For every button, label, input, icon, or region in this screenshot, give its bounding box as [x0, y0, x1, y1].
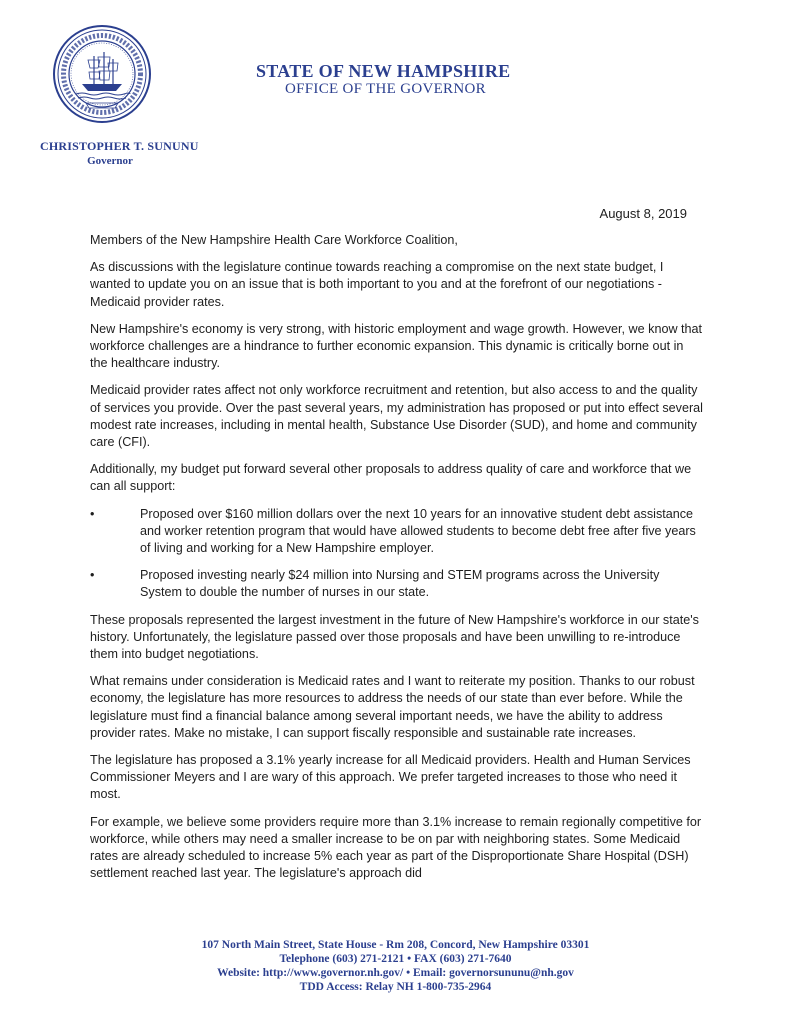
letter-body [90, 232, 704, 893]
list-item [90, 506, 704, 558]
paragraph: Medicaid provider rates affect not only workforce recruitment and retention, but also access to and the quality of services you provide. Over the past several years, my administration has proposed or put into effect several modest rate increases, including in mental health, Substance Use Disorder (SUD), and home and community care (CFI). [90, 383, 703, 450]
paragraph: For example, we believe some providers require more than 3.1% increase to remain regionally competitive for workforce, while others may need a smaller increase to be on par with neighboring states. Some Medicaid rates are already scheduled to increase 5% each year as part of the Disproportionate Share Hospital (DSH) settlement reached last year. The legislature's approach did [90, 814, 702, 881]
paragraph: As discussions with the legislature continue towards reaching a compromise on the next state budget, I wanted to update you on an issue that is both important to you and at the forefront of our negotiations - Medicaid provider rates. [90, 260, 664, 309]
footer-web: Website: http://www.governor.nh.gov/ • Email: governorsununu@nh.gov [217, 967, 574, 979]
paragraph: These proposals represented the largest investment in the future of New Hampshire's workforce in our state's history. Unfortunately, the legislature passed over those proposals and have been unwilling to re-introduce them into budget negotiations. [90, 612, 699, 662]
paragraph: Additionally, my budget put forward several other proposals to address quality of care and workforce that we can all support: [90, 462, 692, 494]
salutation: Members of the New Hampshire Health Care Workforce Coalition, [90, 233, 458, 247]
footer-tdd: TDD Access: Relay NH 1-800-735-2964 [299, 981, 492, 993]
state-seal-icon [52, 24, 152, 124]
list-item-text: Proposed investing nearly $24 million into Nursing and STEM programs across the University System to double the number of nurses in our state. [140, 568, 660, 600]
governor-title: Governor [87, 155, 133, 167]
paragraph: What remains under consideration is Medicaid rates and I want to reiterate my position. Thanks to our robust economy, the legislature has more resources to address the needs of our state than ever before. While the legislature must find a financial balance among several important needs, we have the ability to address provider rates. Make no mistake, I can support fiscally responsible and sustainable rate increases. [90, 674, 695, 740]
bullet-icon: • [90, 568, 95, 583]
state-title: STATE OF NEW HAMPSHIRE [256, 61, 511, 81]
office-title: OFFICE OF THE GOVERNOR [285, 81, 486, 97]
footer-address: 107 North Main Street, State House - Rm 208, Concord, New Hampshire 03301 [201, 939, 590, 951]
bullet-icon: • [90, 506, 95, 521]
paragraph: New Hampshire's economy is very strong, with historic employment and wage growth. However, we know that workforce challenges are a hindrance to further economic expansion. This dynamic is critically borne out in the healthcare industry. [90, 321, 703, 371]
list-item [90, 567, 704, 601]
footer-phones: Telephone (603) 271-2121 • FAX (603) 271-7640 [279, 953, 512, 965]
governor-name: CHRISTOPHER T. SUNUNU [40, 139, 199, 153]
paragraph: The legislature has proposed a 3.1% yearly increase for all Medicaid providers. Health and Human Services Commissioner Meyers and I are wary of this approach. We prefer targeted increases to those who need it most. [90, 753, 691, 802]
letterhead-footer [0, 938, 791, 994]
letter-date: August 8, 2019 [599, 206, 687, 221]
list-item-text: Proposed over $160 million dollars over the next 10 years for an innovative student debt assistance and worker retention program that would have allowed students to become debt free after five years of living and working for a New Hampshire employer. [140, 506, 696, 556]
